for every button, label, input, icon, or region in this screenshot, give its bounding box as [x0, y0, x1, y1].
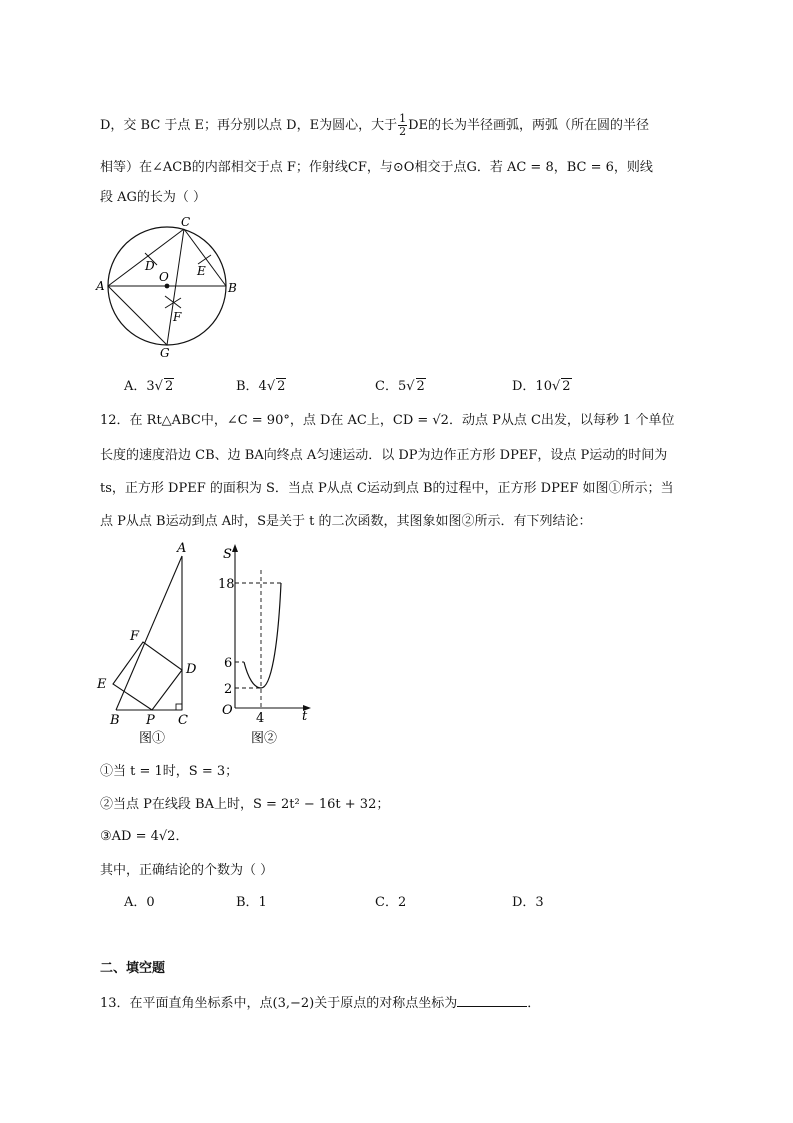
q11-circle-figure [95, 215, 245, 360]
label-g: G [160, 346, 170, 360]
q12-choice-b[interactable]: B．1 [236, 895, 267, 910]
label-c: C [181, 215, 191, 229]
q11-frac-den: 2 [399, 125, 407, 138]
q12-figure-2 [218, 538, 318, 748]
q11-choice-a-label: A．3 [124, 379, 155, 394]
q12-line1: 12．在 Rt△ABC中，∠C = 90°，点 D在 AC上，CD = √2．动点 P从点 C出发，以每秒 1 个单位 [100, 413, 675, 428]
q13-answer-blank[interactable] [457, 994, 527, 1007]
tick-18: 18 [218, 577, 235, 592]
label-e: E [97, 677, 107, 692]
q12-statement-2: ②当点 P在线段 BA上时，S = 2t² − 16t + 32； [100, 797, 390, 812]
label-d: D [186, 662, 197, 677]
q12-question: 其中，正确结论的个数为（ ） [100, 863, 274, 878]
label-o: O [159, 270, 169, 284]
q11-choice-c[interactable]: C．5√ 2 [375, 379, 425, 394]
q11-choice-c-rad: 2 [416, 379, 425, 394]
q11-choice-b[interactable]: B．4√ 2 [236, 379, 286, 394]
right-angle-mark [176, 704, 182, 710]
q11-choice-d[interactable]: D．10√ 2 [512, 379, 571, 394]
square-dpef [113, 642, 182, 710]
label-s: S [223, 547, 232, 562]
q11-choice-b-label: B．4 [236, 379, 267, 394]
q11-line1-b: DE的长为半径画弧，两弧（所在圆的半径 [408, 118, 650, 133]
q12-figure-1 [92, 538, 212, 748]
q11-fraction [398, 113, 407, 138]
q11-line1 [100, 113, 649, 138]
q12-line2: 长度的速度沿边 CB、边 BA向终点 A匀速运动．以 DP为边作正方形 DPEF，设点 P运动的时间为 [100, 448, 668, 463]
q11-choice-d-rad: 2 [562, 379, 571, 394]
segment-cg [167, 229, 184, 345]
q11-line3: 段 AG的长为（ ） [100, 190, 207, 205]
q13-line [100, 992, 540, 1011]
q12-line4: 点 P从点 B运动到点 A时，S是关于 t 的二次函数，其图象如图②所示．有下列结论： [100, 514, 592, 529]
figure-1-caption: 图① [139, 731, 166, 746]
label-f: F [130, 629, 140, 644]
q12-statement-3: ③AD = 4√2． [100, 829, 189, 844]
figure-2-caption: 图② [251, 731, 278, 746]
q11-choice-b-rad: 2 [277, 379, 286, 394]
q11-choice-a[interactable]: A．3√ 2 [124, 379, 174, 394]
section-fill-in-title: 二、填空题 [100, 961, 166, 976]
q11-choice-d-label: D．10 [512, 379, 552, 394]
center-dot [165, 284, 170, 289]
label-p: P [146, 713, 155, 728]
q11-line1-a: D，交 BC 于点 E；再分别以点 D，E为圆心，大于 [100, 118, 398, 133]
label-a: A [96, 279, 105, 293]
q12-line3: ts，正方形 DPEF 的面积为 S．当点 P从点 C运动到点 B的过程中，正方形 DPEF 如图①所示；当 [100, 481, 674, 496]
label-b: B [228, 281, 237, 295]
q11-line2: 相等）在∠ACB的内部相交于点 F；作射线CF，与⊙O相交于点G．若 AC = 8，BC = 6，则线 [100, 160, 653, 175]
label-d: D [145, 259, 155, 273]
segment-ag [108, 286, 167, 345]
tick-2: 2 [224, 682, 233, 697]
label-c: C [178, 713, 188, 728]
q11-frac-num: 1 [399, 112, 407, 125]
label-f: F [173, 310, 182, 324]
label-b: B [110, 713, 120, 728]
q13-text: 13．在平面直角坐标系中，点(3,−2)关于原点的对称点坐标为 [100, 996, 458, 1011]
segment-ac [108, 229, 184, 286]
q11-choice-a-rad: 2 [164, 379, 174, 394]
q12-choice-c[interactable]: C．2 [375, 895, 407, 910]
q12-statement-1: ①当 t = 1时，S = 3； [100, 764, 239, 779]
label-e: E [197, 264, 206, 278]
segment-ab [116, 556, 182, 710]
label-a: A [177, 541, 187, 556]
q12-choice-d[interactable]: D．3 [512, 895, 544, 910]
label-t: t [302, 709, 308, 724]
tick-4: 4 [256, 711, 265, 726]
curve-s-of-t [244, 583, 281, 688]
tick-6: 6 [224, 656, 233, 671]
s-axis-arrow [232, 544, 238, 552]
q11-choice-c-label: C．5 [375, 379, 407, 394]
q12-choice-a[interactable]: A．0 [124, 895, 155, 910]
label-o: O [222, 703, 233, 718]
q13-end: ． [527, 996, 541, 1011]
